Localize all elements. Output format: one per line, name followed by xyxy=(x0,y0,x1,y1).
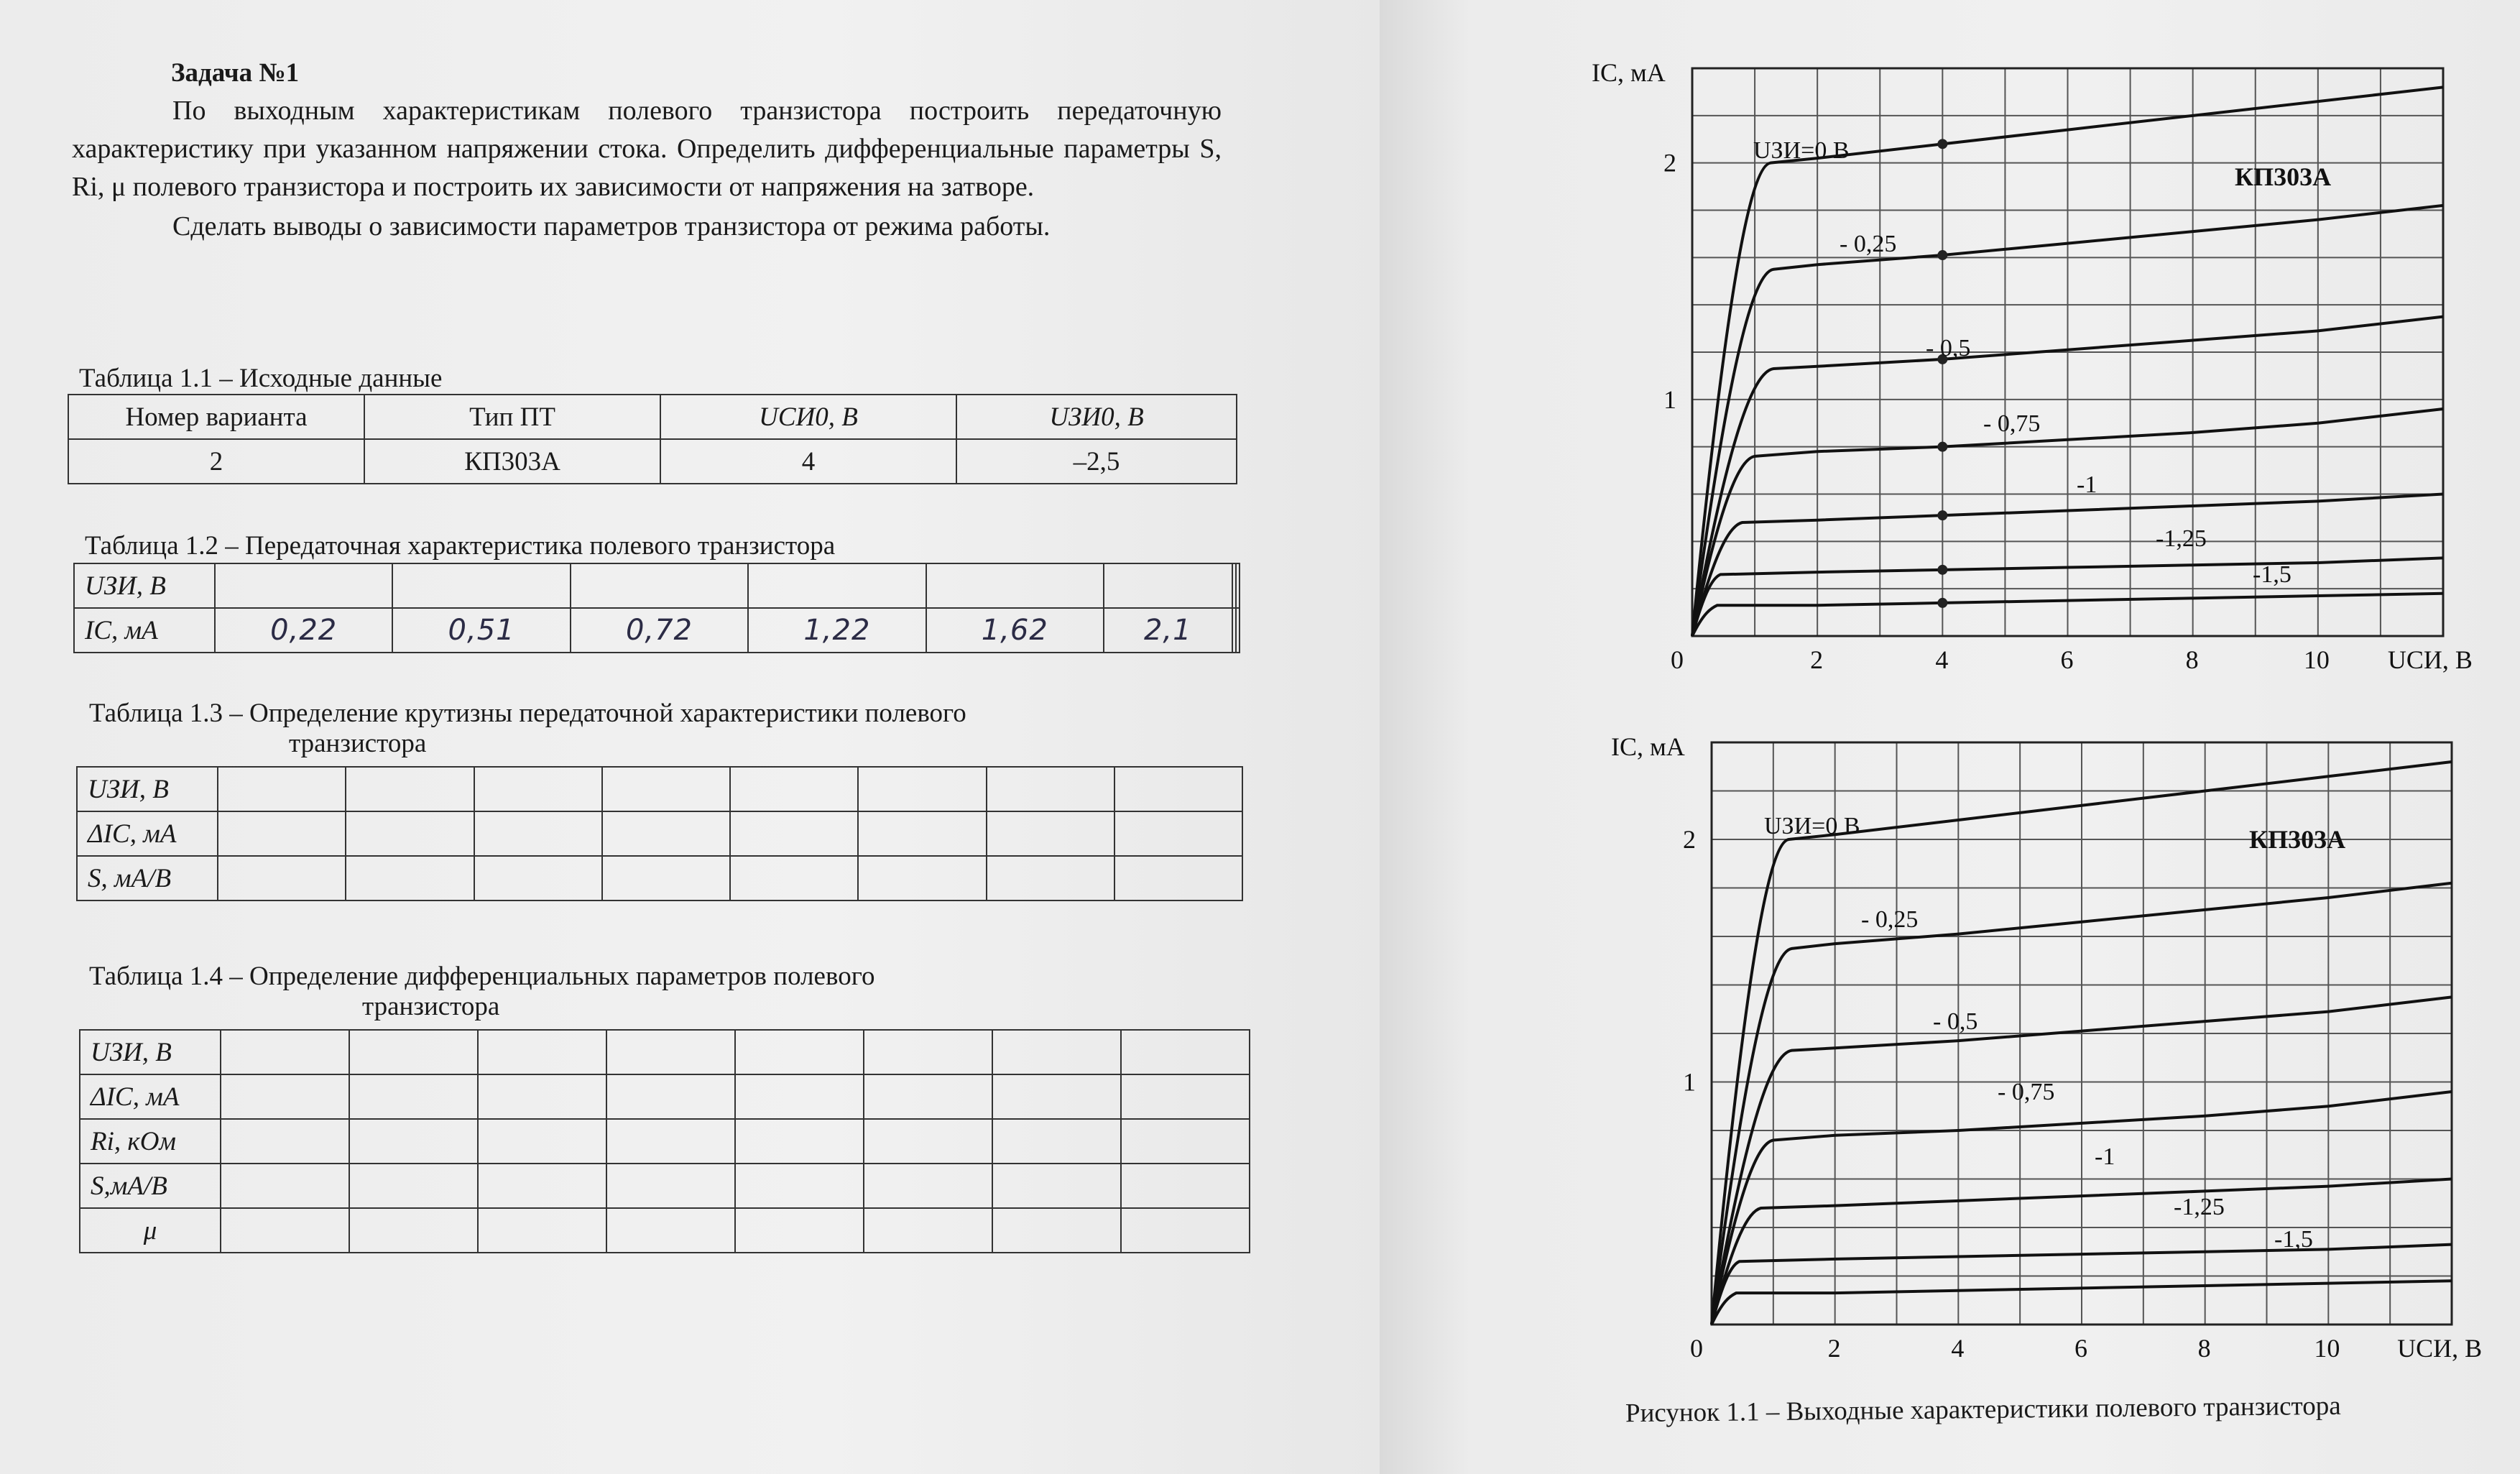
series-label: -1,25 xyxy=(2174,1194,2225,1220)
table2-caption: Таблица 1.2 – Передаточная характеристика полевого транзистора xyxy=(85,531,836,561)
chart-title: КП303А xyxy=(2235,162,2332,191)
x-tick-label: 4 xyxy=(1951,1334,1965,1363)
table1-cell-uds: 4 xyxy=(660,439,956,484)
table1-cell-ugs: –2,5 xyxy=(956,439,1237,484)
x-tick-label: 4 xyxy=(1935,645,1949,674)
y-tick-label: 2 xyxy=(1663,148,1676,178)
y-tick-label: 2 xyxy=(1683,825,1696,854)
series-label: UЗИ=0 В xyxy=(1764,813,1860,839)
x-tick-label: 8 xyxy=(2197,1334,2211,1363)
x-tick-label: 6 xyxy=(2060,645,2074,674)
chart-title: КП303А xyxy=(2249,825,2346,854)
table2-ic-value: 0,22 xyxy=(215,608,392,653)
task-title: Задача №1 xyxy=(171,58,300,88)
task-paragraph-2: Сделать выводы о зависимости параметров транзистора от режима работы. xyxy=(172,211,1051,241)
table3-caption-line1: Таблица 1.3 – Определение крутизны передаточной характеристики полевого xyxy=(89,699,966,728)
y-axis-label: IС, мА xyxy=(1611,732,1685,761)
table4-label-mu: μ xyxy=(80,1208,221,1253)
series-label: - 0,75 xyxy=(1983,410,2041,437)
series-label: -1,5 xyxy=(2274,1226,2313,1253)
origin-label: 0 xyxy=(1690,1334,1703,1363)
table2-ic-value: 0,72 xyxy=(571,608,748,653)
series-label: UЗИ=0 В xyxy=(1753,137,1850,164)
x-tick-label: 2 xyxy=(1810,645,1824,674)
x-axis-label: UСИ, В xyxy=(2397,1334,2483,1363)
series-label: - 0,75 xyxy=(1998,1079,2055,1105)
chart-group xyxy=(1611,732,2482,1363)
table3-label-dic: ΔIC, мА xyxy=(77,811,218,856)
table2-label-ic: IC, мА xyxy=(74,608,215,653)
table3-label-s: S, мА/В xyxy=(77,856,218,900)
series-label: -1 xyxy=(2095,1143,2115,1170)
x-tick-label: 10 xyxy=(2314,1334,2340,1363)
series-label: - 0,25 xyxy=(1840,231,1897,257)
table1-header-uds: UСИ0, В xyxy=(660,395,956,439)
table2-ic-value: 2,1 xyxy=(1104,608,1232,653)
table2-label-ugs: UЗИ, В xyxy=(74,563,215,608)
series-label: - 0,5 xyxy=(1933,1008,1978,1035)
table4-label-ri: Ri, кОм xyxy=(80,1119,221,1164)
task-paragraph-1: По выходным характеристикам полевого транзистора построить передаточную характеристику при указанном напряжении стока. Определить дифференциальные параметры S, Ri, μ полевого транзистора и построить их зависимости от напряжения на затворе. xyxy=(72,96,1222,202)
table2-ic-value: 1,62 xyxy=(926,608,1104,653)
table1-cell-variant: 2 xyxy=(68,439,364,484)
y-axis-label: IС, мА xyxy=(1592,58,1666,87)
x-tick-label: 6 xyxy=(2074,1334,2087,1363)
figure-caption: Рисунок 1.1 – Выходные характеристики полевого транзистора xyxy=(1625,1391,2341,1429)
x-tick-label: 2 xyxy=(1827,1334,1841,1363)
table1-header-variant: Номер варианта xyxy=(68,395,364,439)
series-label: - 0,25 xyxy=(1861,906,1919,933)
table1-header-ugs: UЗИ0, В xyxy=(956,395,1237,439)
series-label: -1 xyxy=(2077,471,2097,498)
x-tick-label: 8 xyxy=(2185,645,2199,674)
table3-label-ugs: UЗИ, В xyxy=(77,767,218,811)
origin-label: 0 xyxy=(1671,645,1684,674)
table1-header-type: Тип ПТ xyxy=(364,395,660,439)
series-label: - 0,5 xyxy=(1926,335,1971,361)
series-label: -1,25 xyxy=(2156,525,2207,552)
x-tick-label: 10 xyxy=(2303,645,2330,674)
table4-label-ugs: UЗИ, В xyxy=(80,1030,221,1074)
table3-caption-line2: транзистора xyxy=(289,729,427,758)
y-tick-label: 1 xyxy=(1683,1067,1696,1097)
table1-caption: Таблица 1.1 – Исходные данные xyxy=(79,364,443,393)
x-axis-label: UСИ, В xyxy=(2387,645,2473,674)
table4-caption-line1: Таблица 1.4 – Определение дифференциальных параметров полевого xyxy=(89,962,875,991)
table4-caption-line2: транзистора xyxy=(362,992,500,1021)
series-label: -1,5 xyxy=(2253,561,2291,588)
table2-ic-value: 1,22 xyxy=(748,608,926,653)
table4-label-dic: ΔIC, мА xyxy=(80,1074,221,1119)
table2-ic-value: 0,51 xyxy=(392,608,570,653)
table4-label-s: S,мА/В xyxy=(80,1164,221,1208)
y-tick-label: 1 xyxy=(1663,384,1676,414)
table1-cell-type: КП303А xyxy=(364,439,660,484)
